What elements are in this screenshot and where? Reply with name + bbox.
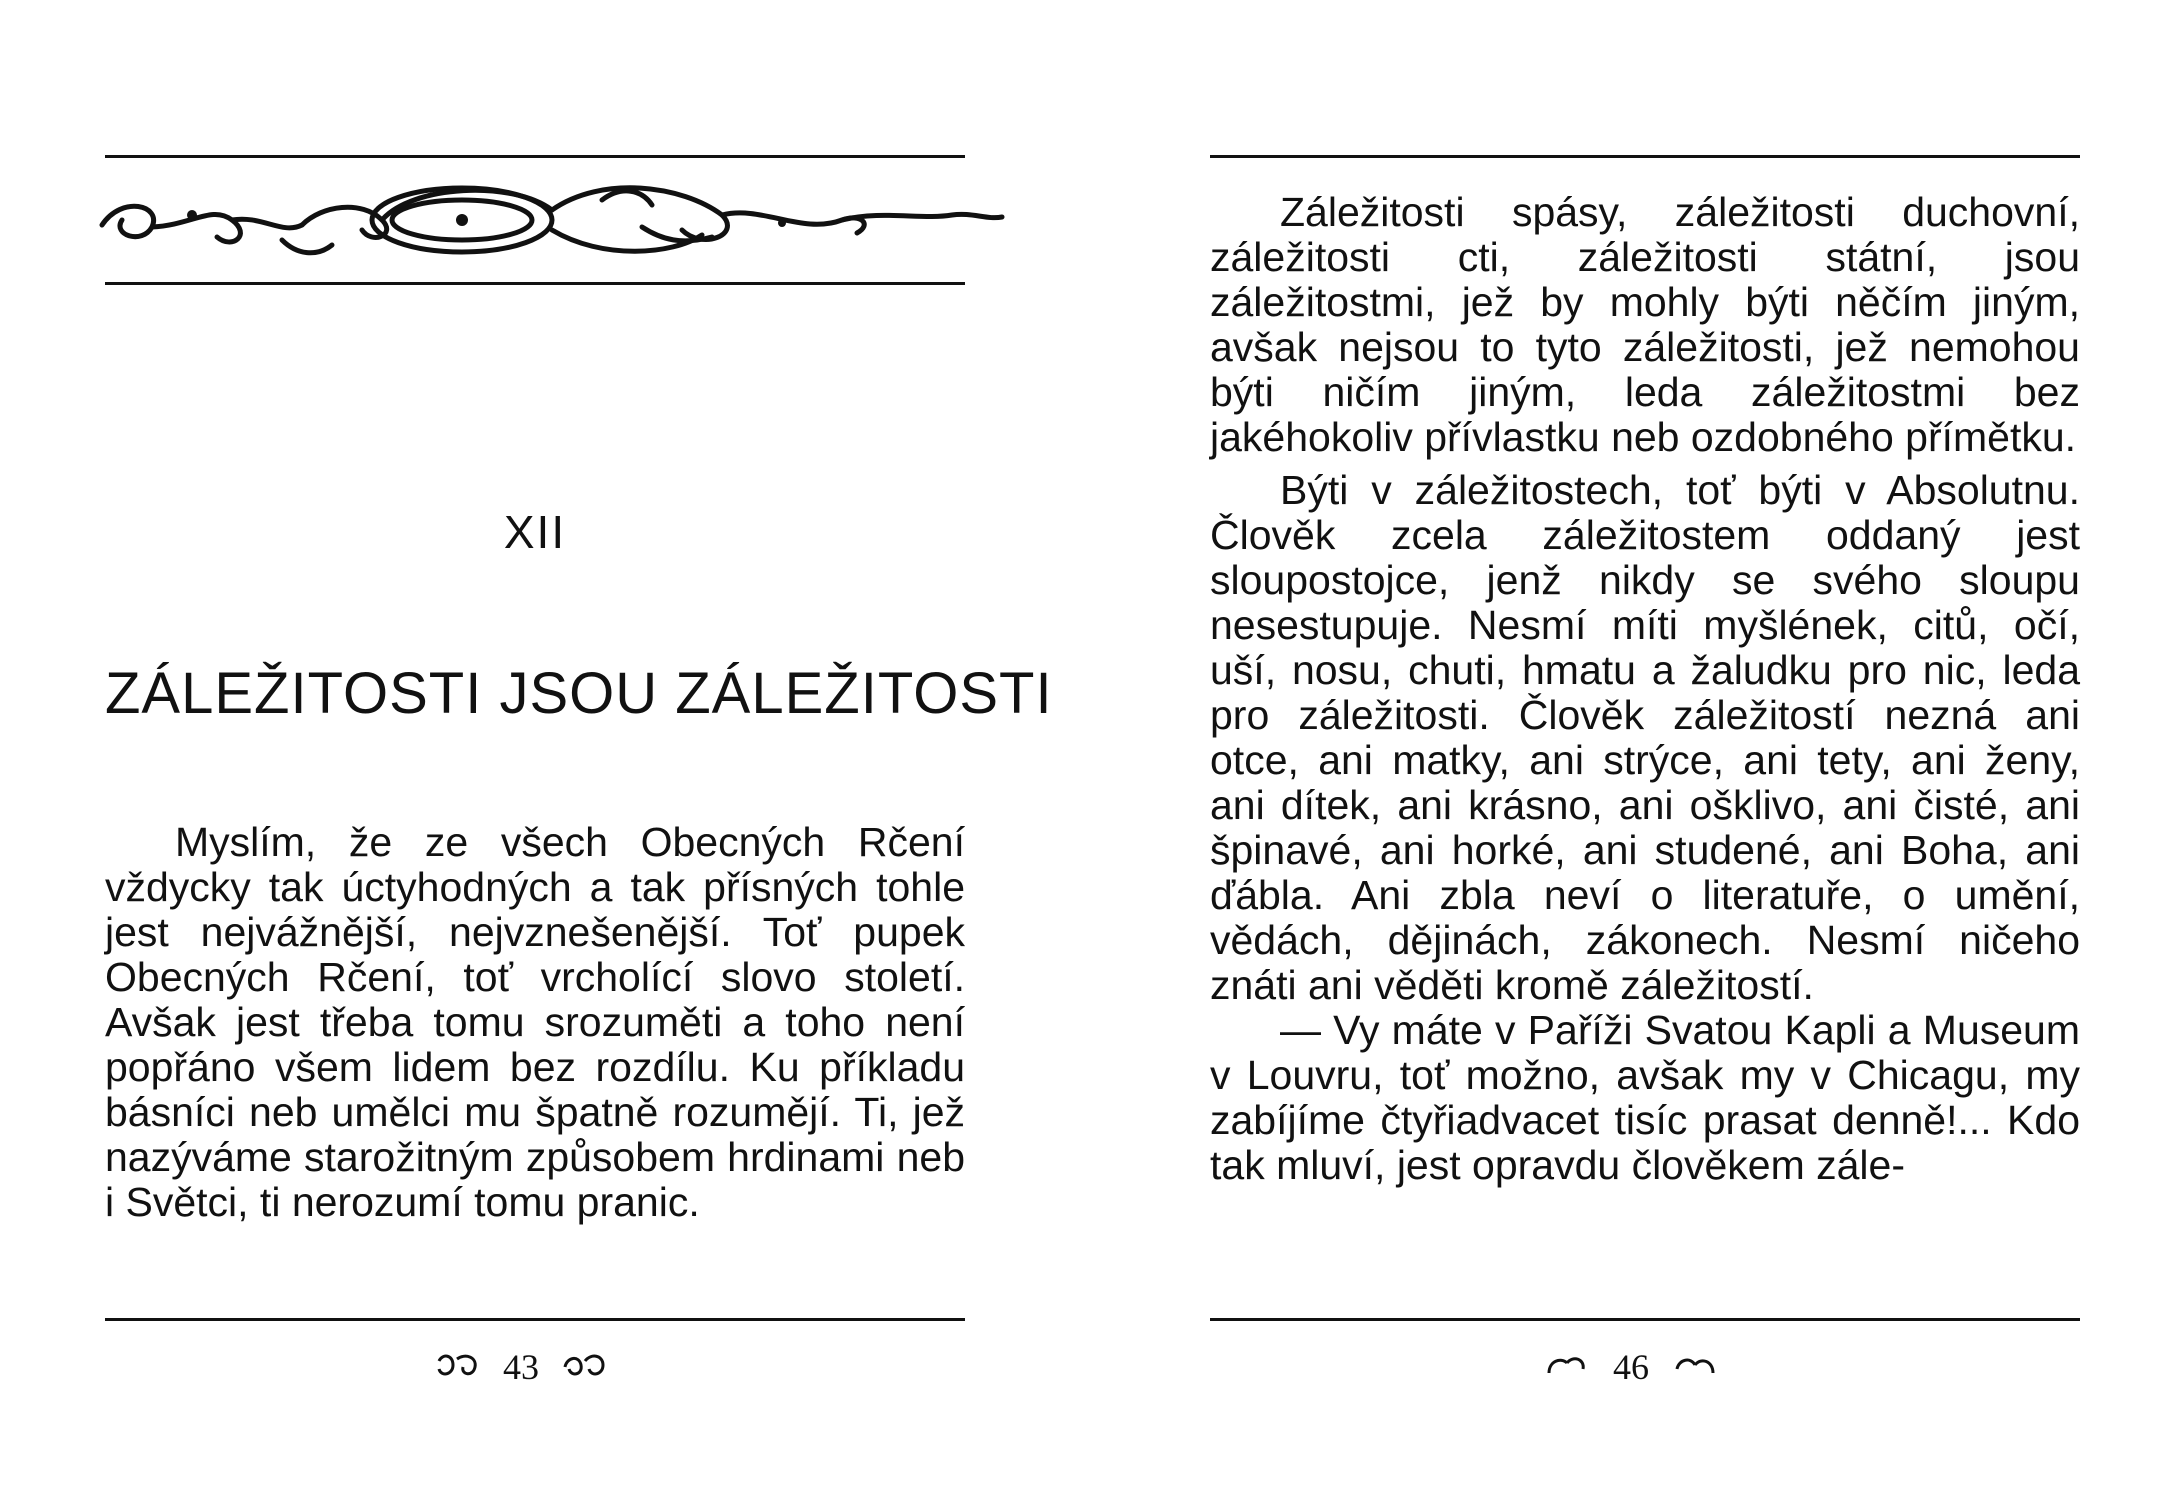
paragraph: Záležitosti spásy, záležitosti duchovní, záležitosti cti, záležitosti státní, jsou záležitostmi, jež by mohly býti něčím jiným, avšak nejsou to tyto záležitosti, jež nemohou býti ničím jiným, leda záležitostmi bez jakéhokoliv přívlastku neb ozdobného přímětku. bbox=[1210, 189, 2080, 460]
bottom-rule bbox=[105, 1318, 965, 1321]
chapter-title: ZÁLEŽITOSTI JSOU ZÁLEŽITOSTI bbox=[105, 661, 1053, 726]
bottom-rule bbox=[1210, 1318, 2080, 1321]
top-rule bbox=[1210, 155, 2080, 158]
ornament-bottom-rule bbox=[105, 282, 965, 285]
left-body-text bbox=[105, 820, 965, 1225]
paragraph: Býti v záležitostech, toť býti v Absolutnu. Člověk zcela záležitostem oddaný jest sloupostojce, jenž nikdy se svého sloupu nesestupuje. Nesmí míti myšlének, citů, očí, uší, nosu, chuti, hmatu a žaludku pro nic, leda pro záležitosti. Člověk záležitostí nezná ani otce, ani matky, ani strýce, ani tety, ani ženy, ani dítek, ani krásno, ani ošklivo, ani čisté, ani špinavé, ani horké, ani studené, ani Boha, ani ďábla. Ani zbla neví o literatuře, o umění, vědách, dějinách, zákonech. Nesmí ničeho znáti ani věděti kromě záležitostí. bbox=[1210, 467, 2080, 1008]
folio-ornament-right-icon bbox=[561, 1351, 607, 1383]
page-folio bbox=[1545, 1346, 1717, 1388]
paragraph: — Vy máte v Paříži Svatou Kapli a Museum v Louvru, toť možno, avšak my v Chicagu, my zabíjíme čtyřiadvacet tisíc prasat denně!... Kdo tak mluví, jest opravdu člověkem zále- bbox=[1210, 1007, 2080, 1188]
chapter-number: XII bbox=[503, 506, 567, 558]
folio-ornament-left-icon bbox=[1545, 1351, 1591, 1383]
page-number: 43 bbox=[503, 1347, 539, 1387]
paragraph: Myslím, že ze všech Obecných Rčení vždycky tak úctyhodných a tak přísných tohle jest nejvážnější, nejvznešenější. Toť pupek Obecných Rčení, toť vrcholící slovo století. Avšak jest třeba tomu srozuměti a toho není popřáno všem lidem bez rozdílu. Ku příkladu básníci neb umělci mu špatně rozumějí. Ti, jež nazýváme starožitným způsobem hrdinami neb i Světci, ti nerozumí tomu pranic. bbox=[105, 819, 965, 1225]
folio-ornament-left-icon bbox=[435, 1351, 481, 1383]
page-folio bbox=[435, 1346, 607, 1388]
right-page bbox=[1083, 0, 2166, 1500]
page-number: 46 bbox=[1613, 1347, 1649, 1387]
right-body-text bbox=[1210, 190, 2080, 1188]
top-rule bbox=[105, 155, 965, 158]
folio-ornament-right-icon bbox=[1671, 1351, 1717, 1383]
floral-ornament-icon bbox=[82, 165, 1012, 275]
